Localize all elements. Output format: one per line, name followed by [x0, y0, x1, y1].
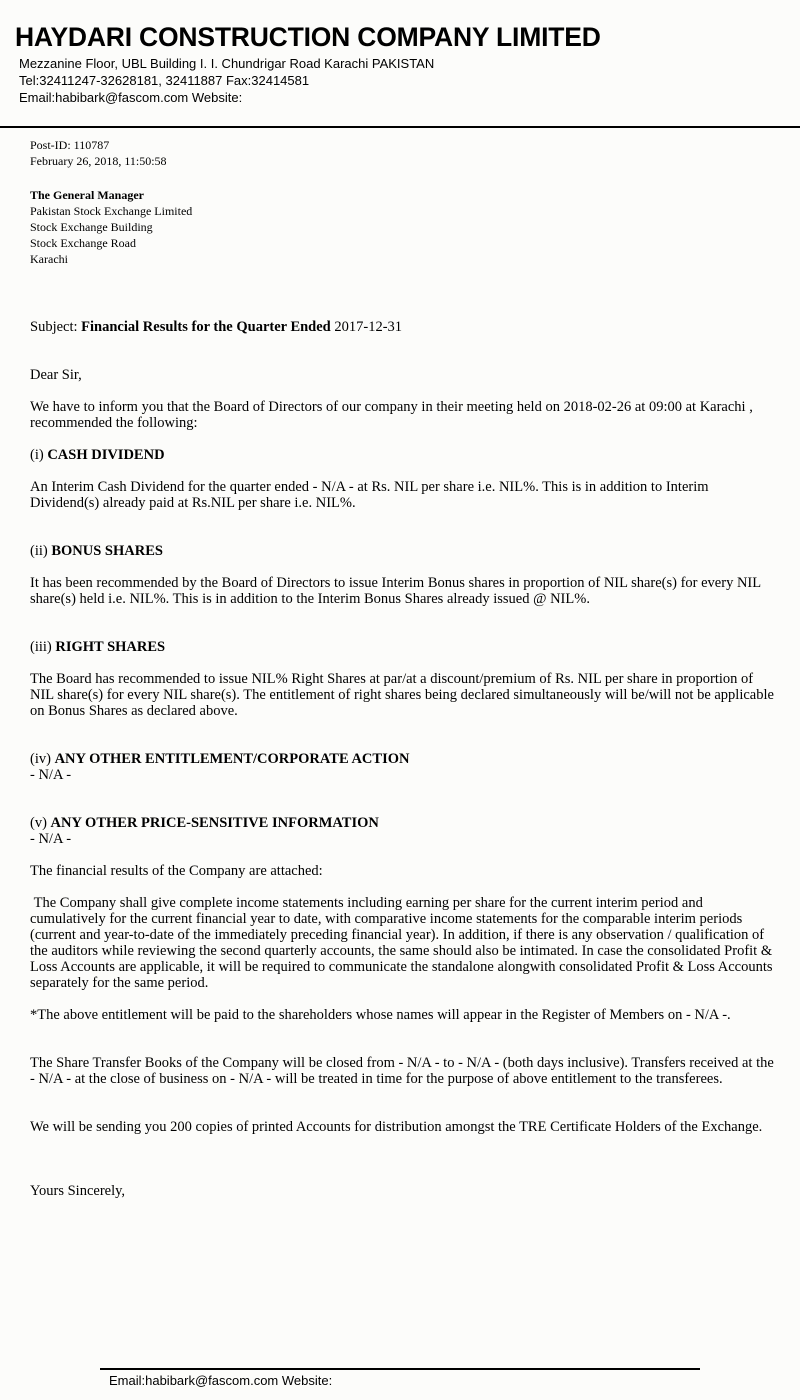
post-date: February 26, 2018, 11:50:58	[30, 154, 167, 168]
footer-email: Email:habibark@fascom.com Website:	[109, 1373, 333, 1388]
section-other-entitlement-heading: (iv) ANY OTHER ENTITLEMENT/CORPORATE ACTION	[30, 751, 410, 767]
salutation: Dear Sir,	[30, 367, 82, 383]
company-email: Email:habibark@fascom.com Website:	[19, 90, 243, 105]
section-cash-dividend-heading: (i) CASH DIVIDEND	[30, 447, 165, 463]
recipient-line: Pakistan Stock Exchange Limited	[30, 204, 193, 218]
subject-label: Subject:	[30, 319, 78, 335]
footer-divider	[100, 1368, 700, 1370]
section-other-entitlement-body: - N/A -	[30, 767, 72, 783]
intro-paragraph: We have to inform you that the Board of Directors of our company in their meeting held on 2018-02-26 at 09:00 at Karachi , recommended the following:	[30, 399, 753, 431]
company-phones: Tel:32411247-32628181, 32411887 Fax:32414581	[19, 73, 310, 88]
subject-text: Financial Results for the Quarter Ended	[81, 319, 331, 335]
subject-line	[30, 319, 775, 335]
recipient-line: Stock Exchange Road	[30, 236, 136, 250]
subject-date: 2017-12-31	[334, 319, 403, 335]
income-statement-note: The Company shall give complete income statements including earning per share for the current interim period and cumulatively for the current financial year to date, with comparative income statements for the comparable interim periods (current and year-to-date of the immediately preceding financial year). In addition, if there is any observation / qualification of the auditors while reviewing the second quarterly accounts, the same should also be intimated. In case the consolidated Profit & Loss Accounts are applicable, it will be required to communicate the standalone alongwith consolidated Profit & Loss Accounts separately for the same period.	[30, 895, 777, 991]
results-attached: The financial results of the Company are attached:	[30, 863, 323, 879]
section-bonus-body: It has been recommended by the Board of Directors to issue Interim Bonus shares in proportion of NIL share(s) for every NIL share(s) held i.e. NIL%. This is in addition to the Interim Bonus Shares already issued @ NIL%.	[30, 575, 761, 607]
entitlement-note: *The above entitlement will be paid to the shareholders whose names will appear in the Register of Members on - N/A -.	[30, 1007, 731, 1023]
header-divider	[0, 126, 800, 128]
recipient-block	[30, 187, 192, 267]
section-cash-dividend-body: An Interim Cash Dividend for the quarter ended - N/A - at Rs. NIL per share i.e. NIL%. This is in addition to Interim Dividend(s) already paid at Rs.NIL per share i.e. NIL%.	[30, 479, 709, 511]
company-name: HAYDARI CONSTRUCTION COMPANY LIMITED	[15, 22, 601, 52]
section-price-sensitive-body: - N/A -	[30, 831, 72, 847]
section-price-sensitive-heading: (v) ANY OTHER PRICE-SENSITIVE INFORMATION	[30, 815, 379, 831]
recipient-line: Stock Exchange Building	[30, 220, 153, 234]
recipient-line: Karachi	[30, 252, 68, 266]
share-transfer-note: The Share Transfer Books of the Company will be closed from - N/A - to - N/A - (both days inclusive). Transfers received at the - N/A - at the close of business on - N/A - will be treated in time for the purpose of above entitlement to the transferees.	[30, 1055, 774, 1087]
section-bonus-heading: (ii) BONUS SHARES	[30, 543, 163, 559]
closing: Yours Sincerely,	[30, 1183, 126, 1199]
section-right-heading: (iii) RIGHT SHARES	[30, 639, 166, 655]
post-id: Post-ID: 110787	[30, 138, 110, 152]
section-right-body: The Board has recommended to issue NIL% Right Shares at par/at a discount/premium of Rs. NIL per share in proportion of NIL share(s) for every NIL share(s). The entitlement of right shares being declared simultaneously will be/will not be applicable on Bonus Shares as declared above.	[30, 671, 774, 719]
company-address: Mezzanine Floor, UBL Building I. I. Chundrigar Road Karachi PAKISTAN	[19, 56, 435, 71]
copies-note: We will be sending you 200 copies of printed Accounts for distribution amongst the TRE Certificate Holders of the Exchange.	[30, 1119, 763, 1135]
recipient-title: The General Manager	[30, 188, 144, 202]
